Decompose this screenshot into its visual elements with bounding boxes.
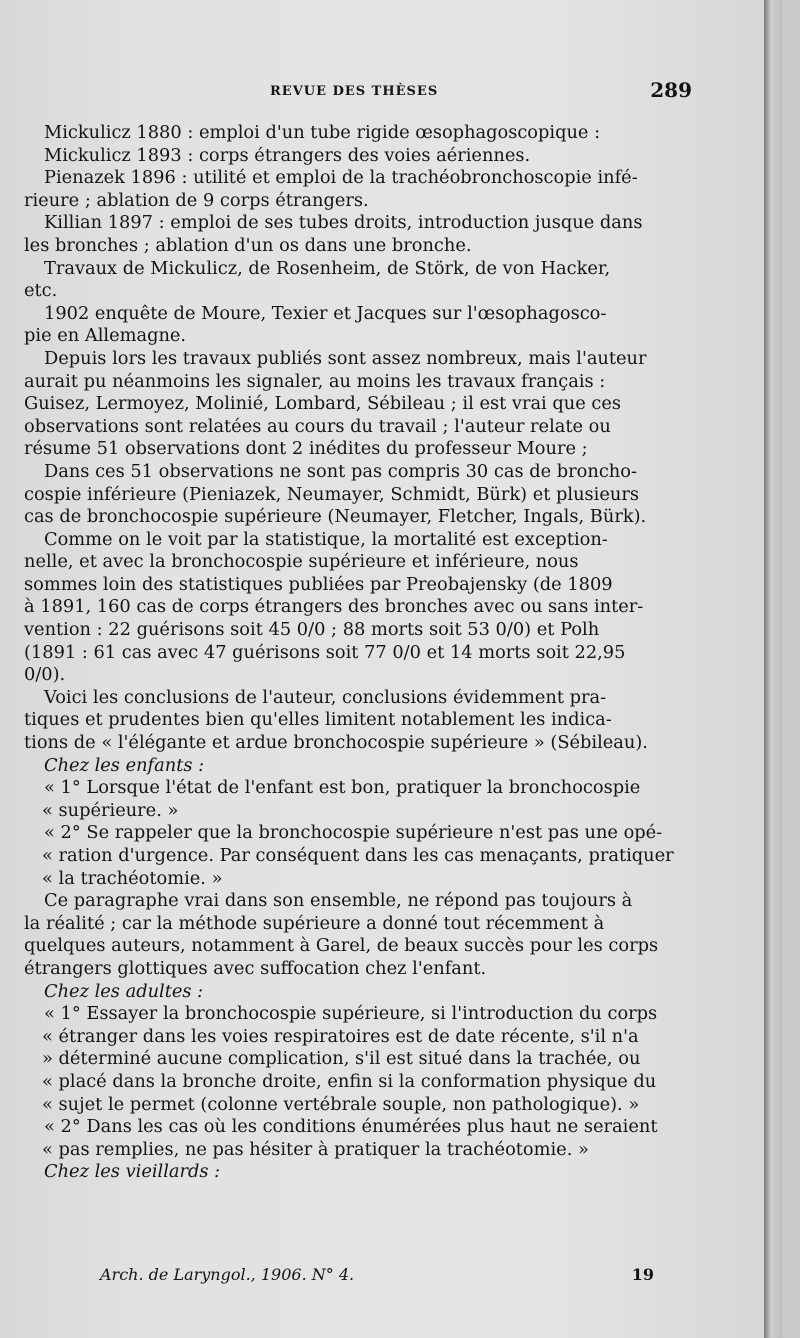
text-line: Guisez, Lermoyez, Molinié, Lombard, Sébileau ; il est vrai que ces <box>24 393 622 415</box>
text-line: cas de bronchocospie supérieure (Neumayer, Fletcher, Ingals, Bürk). <box>24 506 647 528</box>
text-line: (1891 : 61 cas avec 47 guérisons soit 77 0/0 et 14 morts soit 22,95 <box>24 641 626 663</box>
text-line: Voici les conclusions de l'auteur, conclusions évidemment pra- <box>44 686 607 708</box>
text-line: pie en Allemagne. <box>24 325 187 347</box>
running-head <box>24 78 714 104</box>
text-line: quelques auteurs, notamment à Garel, de beaux succès pour les corps <box>24 935 659 957</box>
text-line: tions de « l'élégante et ardue bronchocospie supérieure » (Sébileau). <box>24 732 648 754</box>
text-line: les bronches ; ablation d'un os dans une bronche. <box>24 234 472 256</box>
text-line: étrangers glottiques avec suffocation chez l'enfant. <box>24 957 487 979</box>
quote-line: « la trachéotomie. » <box>42 867 223 889</box>
journal-reference: Arch. de Laryngol., 1906. N° 4. <box>100 1265 355 1284</box>
quote-line: « étranger dans les voies respiratoires est de date récente, s'il n'a <box>42 1025 639 1047</box>
quote-line: « 1° Lorsque l'état de l'enfant est bon, pratiquer la bronchocospie <box>44 777 641 799</box>
text-line: rieure ; ablation de 9 corps étrangers. <box>24 189 369 211</box>
text-line: sommes loin des statistiques publiées par Preobajensky (de 1809 <box>24 573 613 595</box>
signature-mark: 19 <box>631 1265 654 1284</box>
text-line: Depuis lors les travaux publiés sont assez nombreux, mais l'auteur <box>44 347 647 369</box>
text-line: etc. <box>24 280 58 302</box>
quote-line: « pas remplies, ne pas hésiter à pratiquer la trachéotomie. » <box>42 1138 589 1160</box>
page-footer <box>24 1265 714 1289</box>
section-heading: Chez les adultes : <box>44 980 204 1002</box>
text-line: à 1891, 160 cas de corps étrangers des bronches avec ou sans inter- <box>24 596 644 618</box>
page-number: 289 <box>650 78 692 102</box>
running-title: REVUE DES THÈSES <box>270 84 439 99</box>
page-edge-shadow <box>764 0 782 1338</box>
text-line: Comme on le voit par la statistique, la mortalité est exception- <box>44 528 608 550</box>
text-line: vention : 22 guérisons soit 45 0/0 ; 88 morts soit 53 0/0) et Polh <box>24 619 600 641</box>
text-line: tiques et prudentes bien qu'elles limitent notablement les indica- <box>24 709 612 731</box>
quote-line: « placé dans la bronche droite, enfin si la conformation physique du <box>42 1070 657 1092</box>
text-line: nelle, et avec la bronchocospie supérieure et inférieure, nous <box>24 551 579 573</box>
quote-line: « ration d'urgence. Par conséquent dans les cas menaçants, pratiquer <box>42 845 674 866</box>
quote-line: « 1° Essayer la bronchocospie supérieure, si l'introduction du corps <box>44 1003 658 1025</box>
text-line: cospie inférieure (Pieniazek, Neumayer, Schmidt, Bürk) et plusieurs <box>24 483 639 505</box>
quote-line: « sujet le permet (colonne vertébrale souple, non pathologique). » <box>42 1093 640 1115</box>
section-heading: Chez les enfants : <box>44 754 205 776</box>
text-line: Dans ces 51 observations ne sont pas compris 30 cas de broncho- <box>44 460 637 482</box>
text-line: Pienazek 1896 : utilité et emploi de la trachéobronchoscopie infé- <box>44 167 638 189</box>
text-line: Ce paragraphe vrai dans son ensemble, ne répond pas toujours à <box>44 890 633 912</box>
text-line: aurait pu néanmoins les signaler, au moins les travaux français : <box>24 370 606 392</box>
text-line: Mickulicz 1893 : corps étrangers des voies aériennes. <box>44 144 531 166</box>
section-heading: Chez les vieillards : <box>44 1161 221 1183</box>
text-line: 0/0). <box>24 664 66 686</box>
quote-line: « 2° Se rappeler que la bronchocospie supérieure n'est pas une opé- <box>44 822 663 844</box>
body-text <box>24 122 714 1184</box>
quote-line: « supérieure. » <box>42 799 179 821</box>
text-line: 1902 enquête de Moure, Texier et Jacques sur l'œsophagosco- <box>44 302 607 324</box>
quote-line: « 2° Dans les cas où les conditions énumérées plus haut ne seraient <box>44 1116 658 1138</box>
text-line: Travaux de Mickulicz, de Rosenheim, de Störk, de von Hacker, <box>44 257 611 279</box>
quote-line: » déterminé aucune complication, s'il est situé dans la trachée, ou <box>42 1048 641 1070</box>
text-line: la réalité ; car la méthode supérieure a donné tout récemment à <box>24 912 605 934</box>
text-line: observations sont relatées au cours du travail ; l'auteur relate ou <box>24 415 611 437</box>
text-line: Killian 1897 : emploi de ses tubes droits, introduction jusque dans <box>44 212 643 234</box>
text-line: résume 51 observations dont 2 inédites du professeur Moure ; <box>24 438 588 460</box>
text-line: Mickulicz 1880 : emploi d'un tube rigide œsophagoscopique : <box>44 122 601 143</box>
